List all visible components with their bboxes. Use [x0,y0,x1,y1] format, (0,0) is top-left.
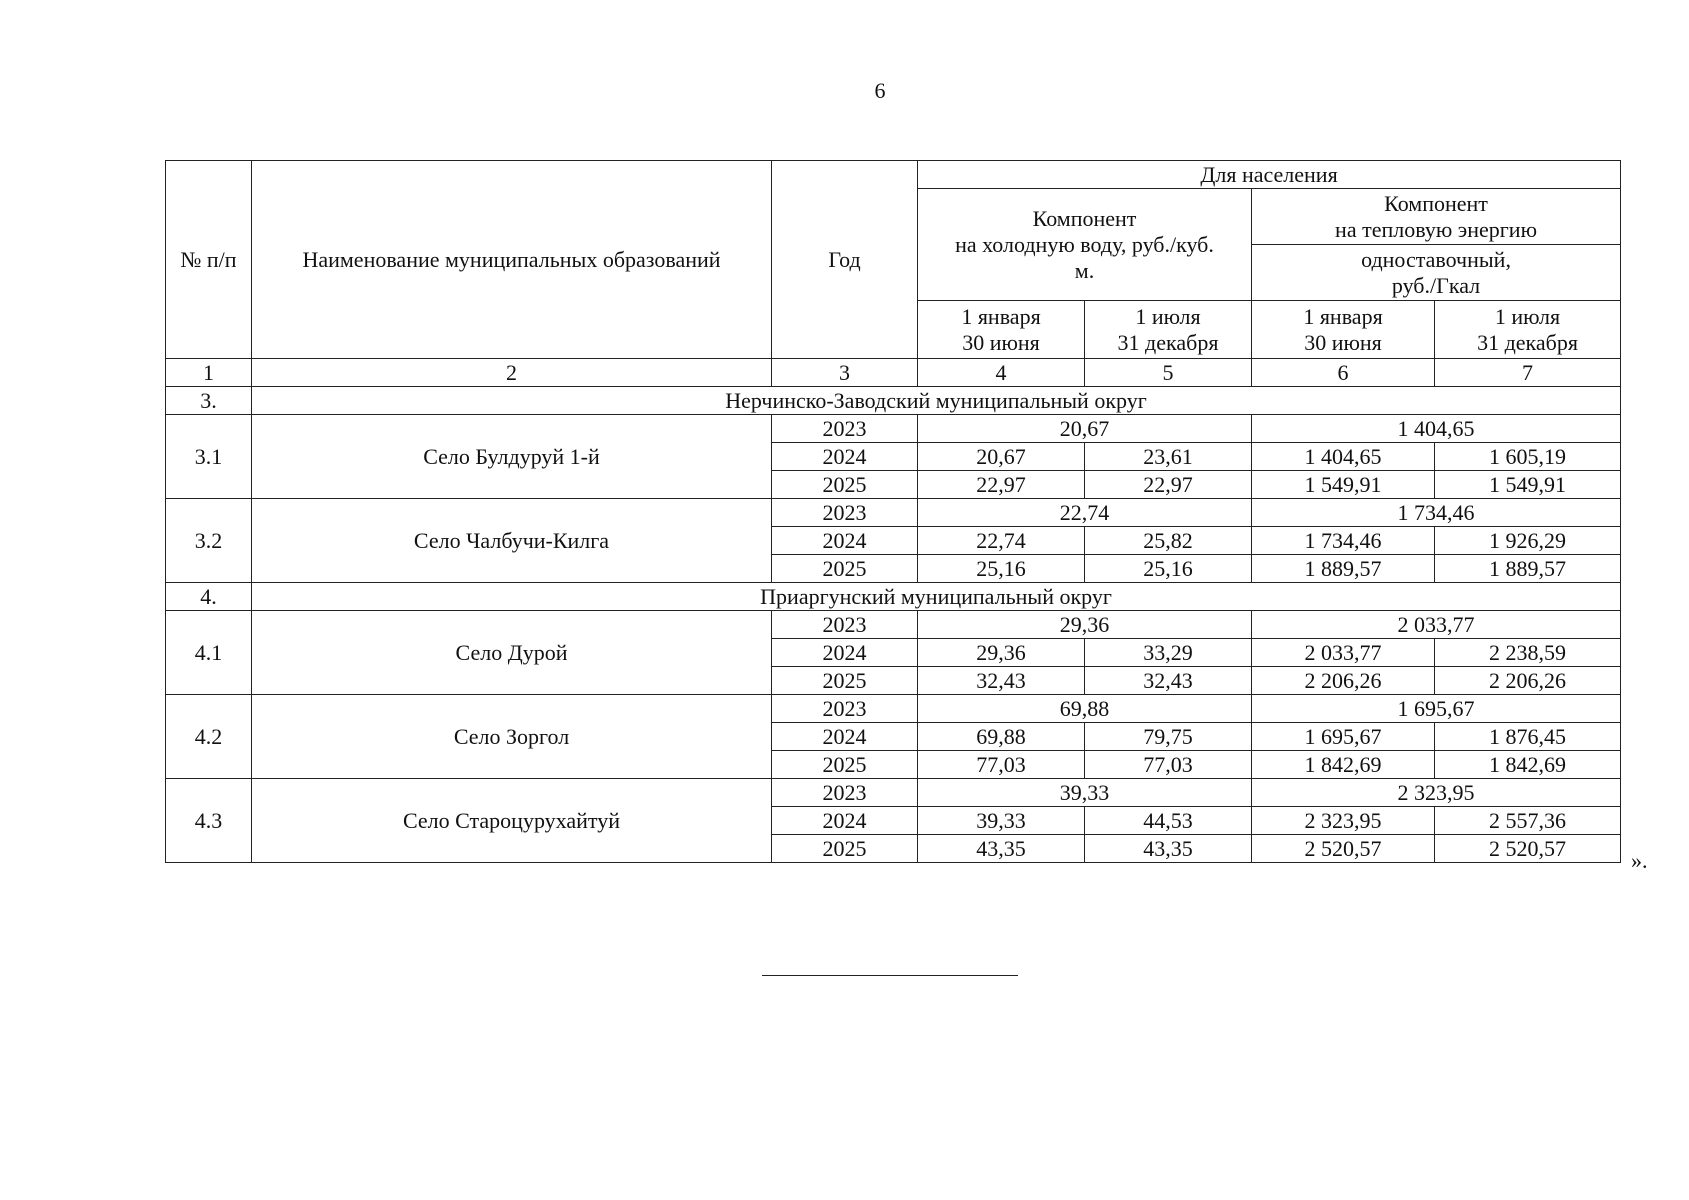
water-value-h1: 69,88 [918,723,1085,751]
entry-number: 3.2 [166,499,252,583]
heat-value-h1: 2 323,95 [1252,807,1435,835]
water-value-h2: 25,16 [1085,555,1252,583]
section-title: Нерчинско-Заводский муниципальный округ [252,387,1621,415]
header-date-line1: 1 января [961,303,1041,329]
water-value-h1: 29,36 [918,639,1085,667]
water-value-h1: 22,97 [918,471,1085,499]
year-cell: 2024 [772,639,918,667]
heat-value-h1: 2 033,77 [1252,639,1435,667]
heat-value-merged: 1 695,67 [1252,695,1621,723]
water-value-h1: 25,16 [918,555,1085,583]
water-value-h1: 32,43 [918,667,1085,695]
heat-value-merged: 1 404,65 [1252,415,1621,443]
footer-divider [762,975,1018,976]
year-cell: 2024 [772,443,918,471]
header-water-period1 [918,301,1085,359]
header-heat-rate-line2: руб./Гкал [1391,272,1481,298]
entry-name: Село Булдуруй 1-й [252,415,772,499]
heat-value-h1: 2 206,26 [1252,667,1435,695]
header-heat-line1: Компонент [1384,190,1488,216]
heat-value-h2: 1 549,91 [1435,471,1621,499]
header-date-line1: 1 января [1303,303,1383,329]
water-value-merged: 20,67 [918,415,1252,443]
entry-name: Село Дурой [252,611,772,695]
heat-value-merged: 1 734,46 [1252,499,1621,527]
header-heat-rate-line1: одноставочный, [1361,246,1511,272]
water-value-h1: 43,35 [918,835,1085,863]
water-value-h2: 43,35 [1085,835,1252,863]
column-number: 3 [772,359,918,387]
table-row [166,415,1621,443]
water-value-merged: 22,74 [918,499,1252,527]
heat-value-merged: 2 323,95 [1252,779,1621,807]
heat-value-h2: 1 842,69 [1435,751,1621,779]
table-row [166,695,1621,723]
year-cell: 2025 [772,555,918,583]
heat-value-h2: 2 206,26 [1435,667,1621,695]
year-cell: 2025 [772,667,918,695]
heat-value-h2: 2 557,36 [1435,807,1621,835]
header-water-period2 [1085,301,1252,359]
table-row [166,499,1621,527]
water-value-h2: 25,82 [1085,527,1252,555]
section-title: Приаргунский муниципальный округ [252,583,1621,611]
table-row [166,611,1621,639]
year-cell: 2023 [772,499,918,527]
year-cell: 2023 [772,779,918,807]
section-number: 3. [166,387,252,415]
column-number: 6 [1252,359,1435,387]
water-value-h1: 22,74 [918,527,1085,555]
header-component-water [918,189,1252,301]
heat-value-h2: 1 605,19 [1435,443,1621,471]
entry-name: Село Староцурухайтуй [252,779,772,863]
year-cell: 2023 [772,611,918,639]
heat-value-h2: 2 520,57 [1435,835,1621,863]
header-date-line1: 1 июля [1135,303,1201,329]
heat-value-h2: 1 926,29 [1435,527,1621,555]
entry-name: Село Чалбучи-Килга [252,499,772,583]
heat-value-h1: 1 404,65 [1252,443,1435,471]
header-date-line2: 30 июня [1304,329,1382,355]
entry-name: Село Зоргол [252,695,772,779]
column-number: 5 [1085,359,1252,387]
year-cell: 2024 [772,807,918,835]
water-value-h1: 20,67 [918,443,1085,471]
column-number: 2 [252,359,772,387]
header-component-heat [1252,189,1621,245]
year-cell: 2024 [772,723,918,751]
table-row [166,779,1621,807]
year-cell: 2025 [772,835,918,863]
entry-number: 4.1 [166,611,252,695]
header-water-line1: Компонент [1032,205,1137,231]
heat-value-h2: 2 238,59 [1435,639,1621,667]
header-date-line2: 31 декабря [1117,329,1219,355]
column-number: 4 [918,359,1085,387]
year-cell: 2023 [772,415,918,443]
year-cell: 2025 [772,471,918,499]
column-number: 7 [1435,359,1621,387]
water-value-merged: 39,33 [918,779,1252,807]
header-heat-period2 [1435,301,1621,359]
tariff-table [165,160,1621,863]
header-water-line2: на холодную воду, руб./куб. [955,231,1214,257]
header-water-line3: м. [1074,257,1095,283]
header-date-line2: 30 июня [962,329,1040,355]
water-value-h1: 77,03 [918,751,1085,779]
water-value-h2: 22,97 [1085,471,1252,499]
water-value-h2: 32,43 [1085,667,1252,695]
closing-quote: ». [1631,848,1648,873]
heat-value-h1: 1 549,91 [1252,471,1435,499]
heat-value-h1: 2 520,57 [1252,835,1435,863]
header-date-line2: 31 декабря [1477,329,1578,355]
heat-value-h2: 1 889,57 [1435,555,1621,583]
entry-number: 4.3 [166,779,252,863]
water-value-h1: 39,33 [918,807,1085,835]
year-cell: 2024 [772,527,918,555]
column-number: 1 [166,359,252,387]
header-col-name: Наименование муниципальных образований [252,161,772,359]
year-cell: 2023 [772,695,918,723]
water-value-h2: 44,53 [1085,807,1252,835]
table-header [166,161,1621,387]
header-heat-period1 [1252,301,1435,359]
year-cell: 2025 [772,751,918,779]
entry-number: 4.2 [166,695,252,779]
table-body [166,387,1621,863]
column-number-row [166,359,1621,387]
water-value-merged: 69,88 [918,695,1252,723]
heat-value-merged: 2 033,77 [1252,611,1621,639]
header-heat-line2: на тепловую энергию [1335,216,1537,242]
heat-value-h1: 1 889,57 [1252,555,1435,583]
section-number: 4. [166,583,252,611]
section-row [166,583,1621,611]
water-value-h2: 77,03 [1085,751,1252,779]
entry-number: 3.1 [166,415,252,499]
heat-value-h2: 1 876,45 [1435,723,1621,751]
heat-value-h1: 1 734,46 [1252,527,1435,555]
water-value-h2: 79,75 [1085,723,1252,751]
header-date-line1: 1 июля [1494,303,1561,329]
water-value-merged: 29,36 [918,611,1252,639]
water-value-h2: 33,29 [1085,639,1252,667]
heat-value-h1: 1 695,67 [1252,723,1435,751]
header-col-year: Год [772,161,918,359]
water-value-h2: 23,61 [1085,443,1252,471]
section-row [166,387,1621,415]
page-number: 6 [874,78,886,103]
heat-value-h1: 1 842,69 [1252,751,1435,779]
header-group-population: Для населения [918,161,1621,189]
header-col-no: № п/п [166,161,252,359]
header-heat-rate [1252,245,1621,301]
